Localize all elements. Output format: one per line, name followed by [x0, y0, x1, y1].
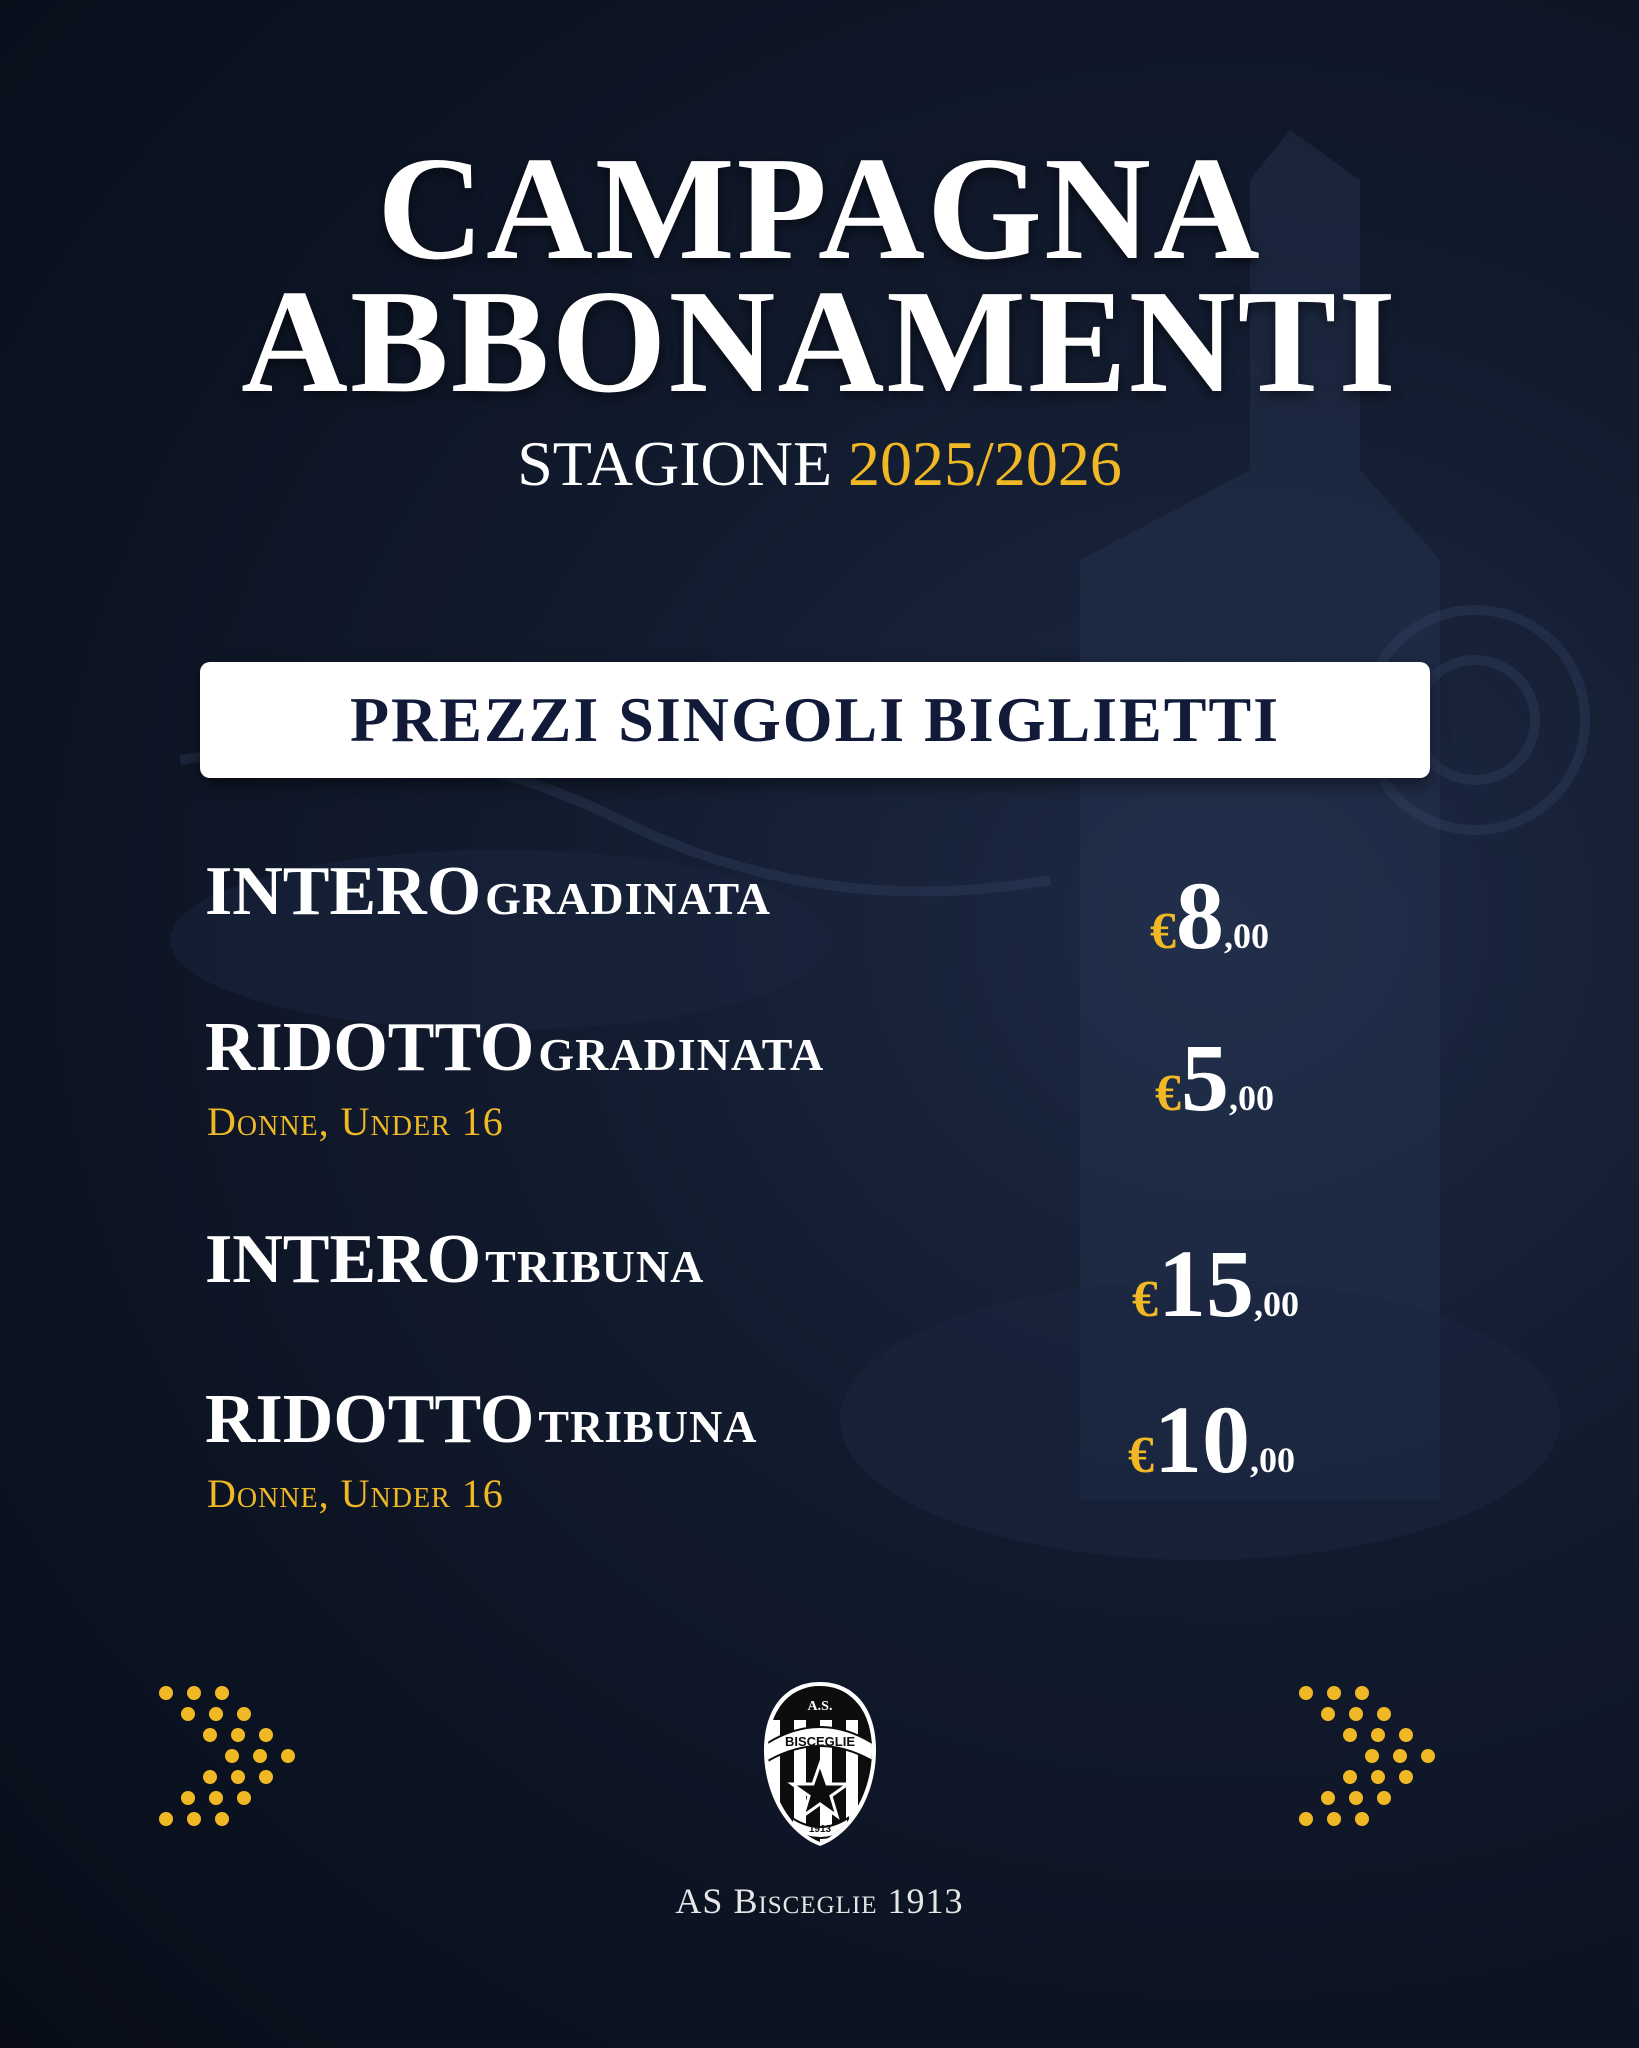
price-value-4: [1128, 1386, 1295, 1493]
currency-symbol: €: [1155, 1065, 1181, 1122]
price-integer: 15: [1158, 1230, 1254, 1337]
price-decimals: ,00: [1224, 916, 1269, 956]
currency-symbol: €: [1128, 1427, 1154, 1484]
price-row-main: RIDOTTO: [205, 1009, 535, 1086]
price-row-label-3: [205, 1220, 704, 1300]
price-row-main: INTERO: [205, 853, 482, 930]
season-year: 2025/2026: [848, 428, 1122, 499]
svg-text:1913: 1913: [808, 1824, 832, 1835]
price-value-2: [1155, 1024, 1274, 1131]
price-integer: 5: [1181, 1024, 1229, 1131]
price-decimals: ,00: [1229, 1078, 1274, 1118]
price-row-main: RIDOTTO: [205, 1381, 535, 1458]
price-decimals: ,00: [1254, 1284, 1299, 1324]
currency-symbol: €: [1132, 1271, 1158, 1328]
footer-club-name: AS Bisceglie 1913: [675, 1881, 964, 1921]
price-value-1: [1150, 862, 1269, 969]
price-row-sub: GRADINATA: [538, 1029, 825, 1080]
title-line-1: CAMPAGNA: [377, 127, 1262, 291]
price-row-sub: GRADINATA: [485, 873, 772, 924]
price-integer: 8: [1176, 862, 1224, 969]
price-row-main: INTERO: [205, 1221, 482, 1298]
svg-text:BISCEGLIE: BISCEGLIE: [784, 1734, 856, 1749]
dots-arrow-right-icon: [1290, 1680, 1490, 1840]
club-crest-logo: [762, 1680, 878, 1848]
title-line-2: ABBONAMENTI: [241, 260, 1398, 424]
price-row-label-2: [205, 1008, 824, 1088]
price-row-note-4: Donne, Under 16: [207, 1471, 504, 1516]
prices-banner: [200, 662, 1430, 778]
price-row-sub: TRIBUNA: [485, 1241, 705, 1292]
price-row-label-1: [205, 852, 771, 932]
price-row-label-4: [205, 1380, 758, 1460]
price-integer: 10: [1154, 1386, 1250, 1493]
season: [0, 428, 1639, 499]
price-value-3: [1132, 1230, 1299, 1337]
price-row-note-2: Donne, Under 16: [207, 1099, 504, 1144]
price-row-sub: TRIBUNA: [538, 1401, 758, 1452]
dots-arrow-left-icon: [150, 1680, 350, 1840]
banner-label: PREZZI SINGOLI BIGLIETTI: [349, 684, 1281, 755]
svg-text:A.S.: A.S.: [807, 1699, 833, 1714]
price-decimals: ,00: [1250, 1440, 1295, 1480]
currency-symbol: €: [1150, 903, 1176, 960]
season-label: STAGIONE: [517, 428, 833, 499]
